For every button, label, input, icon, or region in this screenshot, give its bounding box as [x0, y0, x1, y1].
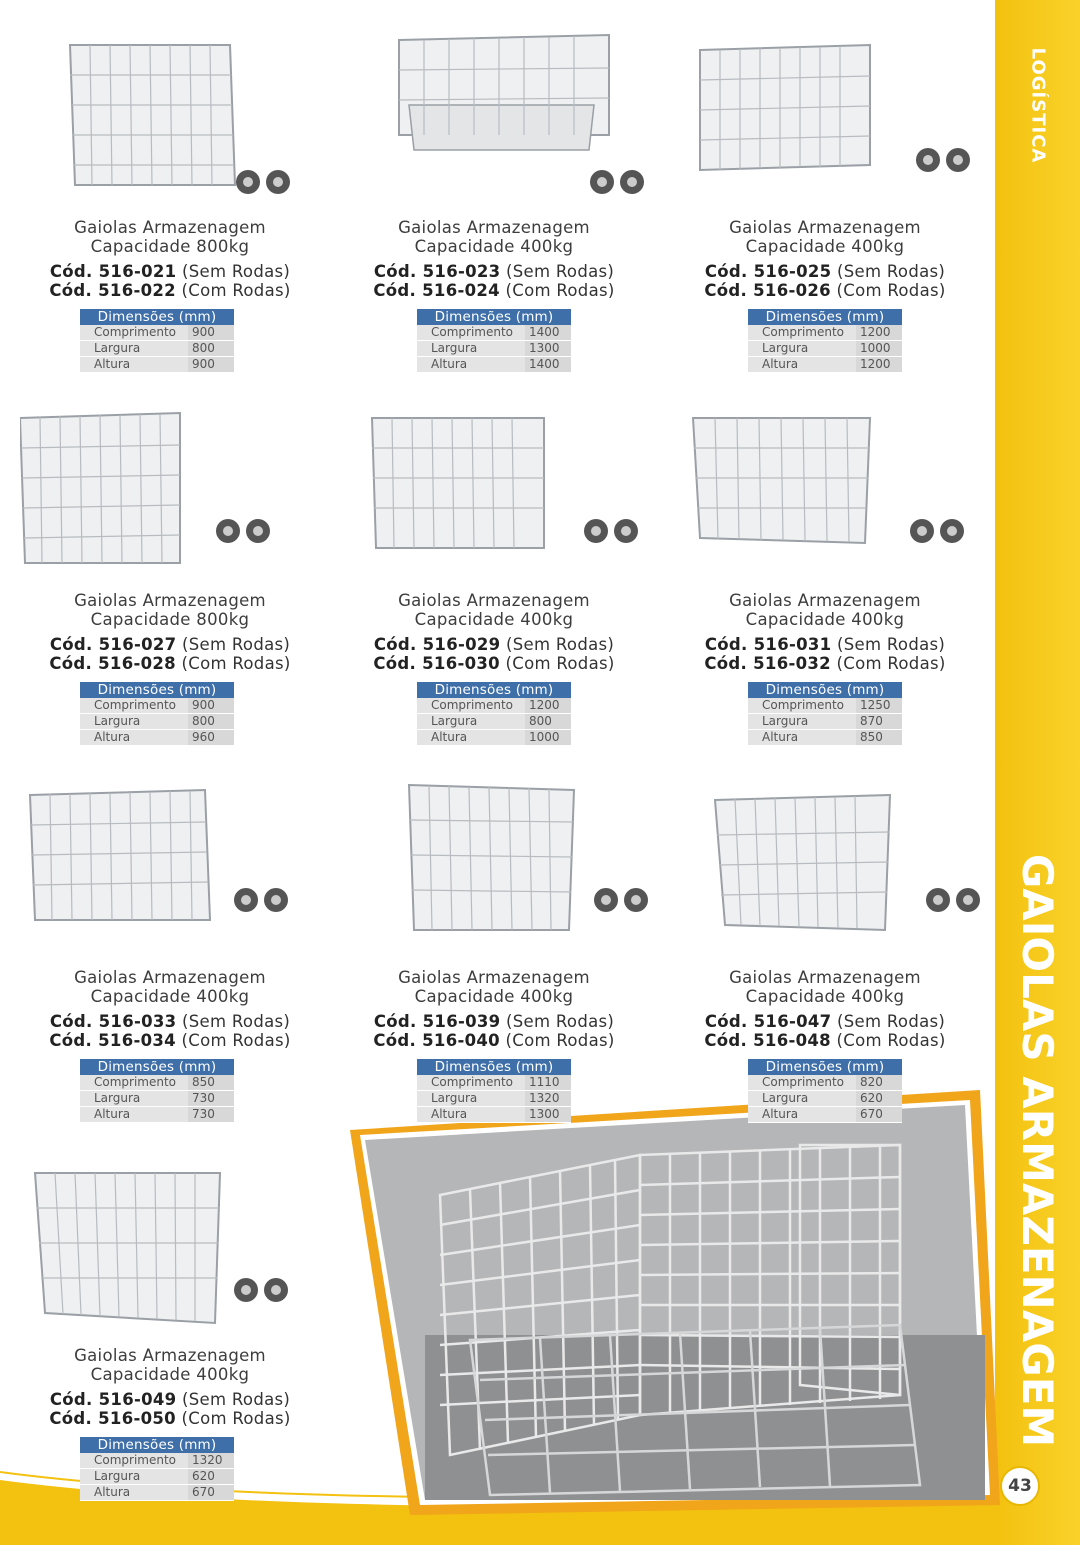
- product-name: Gaiolas Armazenagem: [729, 218, 921, 237]
- dim-value-width: 620: [188, 1469, 234, 1484]
- dim-value-length: 850: [188, 1075, 234, 1090]
- product-capacity: Capacidade 400kg: [90, 1365, 250, 1384]
- dim-label-width: Largura: [748, 341, 856, 356]
- dim-label-width: Largura: [748, 1091, 856, 1106]
- dim-value-width: 870: [856, 714, 902, 729]
- product-code-with-wheels: Cód. 516-040 (Com Rodas): [373, 1031, 615, 1050]
- dim-label-length: Comprimento: [80, 698, 188, 713]
- product-card: [20, 1138, 350, 1508]
- dimensions-table: [748, 1059, 902, 1123]
- product-name: Gaiolas Armazenagem: [729, 591, 921, 610]
- dimensions-header: Dimensões (mm): [80, 682, 234, 698]
- dim-label-width: Largura: [417, 714, 525, 729]
- dim-value-height: 670: [856, 1107, 902, 1122]
- cage-photo: [675, 10, 1005, 215]
- dim-value-height: 1400: [525, 357, 571, 372]
- dim-label-height: Altura: [748, 730, 856, 745]
- product-code-no-wheels: Cód. 516-021 (Sem Rodas): [49, 262, 291, 281]
- dimensions-table: [80, 309, 234, 373]
- dimensions-header: Dimensões (mm): [748, 682, 902, 698]
- dim-label-height: Altura: [80, 730, 188, 745]
- product-card: [344, 760, 674, 1130]
- dim-value-height: 1300: [525, 1107, 571, 1122]
- dim-value-width: 800: [525, 714, 571, 729]
- product-code-with-wheels: Cód. 516-030 (Com Rodas): [373, 654, 615, 673]
- product-code-no-wheels: Cód. 516-029 (Sem Rodas): [373, 635, 615, 654]
- product-code-with-wheels: Cód. 516-034 (Com Rodas): [49, 1031, 291, 1050]
- dim-value-width: 1300: [525, 341, 571, 356]
- dimensions-header: Dimensões (mm): [80, 1437, 234, 1453]
- page-number: 43: [1000, 1466, 1040, 1506]
- dimensions-header: Dimensões (mm): [80, 1059, 234, 1075]
- product-code-with-wheels: Cód. 516-026 (Com Rodas): [704, 281, 946, 300]
- dim-value-width: 1000: [856, 341, 902, 356]
- dim-label-width: Largura: [417, 1091, 525, 1106]
- product-name: Gaiolas Armazenagem: [398, 591, 590, 610]
- product-capacity: Capacidade 400kg: [745, 987, 905, 1006]
- product-card: [344, 383, 674, 753]
- product-card: [675, 10, 1005, 380]
- dim-label-length: Comprimento: [748, 1075, 856, 1090]
- large-cage-photo: [340, 1085, 1000, 1515]
- dimensions-table: [748, 309, 902, 373]
- dim-label-width: Largura: [80, 714, 188, 729]
- dimensions-header: Dimensões (mm): [80, 309, 234, 325]
- dim-value-width: 620: [856, 1091, 902, 1106]
- dimensions-header: Dimensões (mm): [748, 1059, 902, 1075]
- product-name: Gaiolas Armazenagem: [74, 218, 266, 237]
- dim-label-height: Altura: [80, 1107, 188, 1122]
- dim-value-length: 1400: [525, 325, 571, 340]
- dim-value-height: 850: [856, 730, 902, 745]
- dim-value-height: 900: [188, 357, 234, 372]
- dim-value-width: 730: [188, 1091, 234, 1106]
- dim-label-height: Altura: [748, 357, 856, 372]
- product-code-with-wheels: Cód. 516-028 (Com Rodas): [49, 654, 291, 673]
- dim-label-length: Comprimento: [80, 1075, 188, 1090]
- cage-photo: [20, 383, 350, 588]
- product-code-with-wheels: Cód. 516-050 (Com Rodas): [49, 1409, 291, 1428]
- dim-value-width: 1320: [525, 1091, 571, 1106]
- dim-value-width: 800: [188, 341, 234, 356]
- dim-value-width: 800: [188, 714, 234, 729]
- product-code-no-wheels: Cód. 516-049 (Sem Rodas): [49, 1390, 291, 1409]
- dim-value-length: 1200: [525, 698, 571, 713]
- product-name: Gaiolas Armazenagem: [729, 968, 921, 987]
- dim-value-height: 1000: [525, 730, 571, 745]
- product-capacity: Capacidade 800kg: [90, 610, 250, 629]
- dim-value-length: 1320: [188, 1453, 234, 1468]
- dim-value-height: 730: [188, 1107, 234, 1122]
- product-code-with-wheels: Cód. 516-048 (Com Rodas): [704, 1031, 946, 1050]
- dim-label-height: Altura: [80, 357, 188, 372]
- product-capacity: Capacidade 400kg: [90, 987, 250, 1006]
- dimensions-table: [417, 309, 571, 373]
- dimensions-header: Dimensões (mm): [417, 1059, 571, 1075]
- cage-photo: [675, 383, 1005, 588]
- product-code-no-wheels: Cód. 516-047 (Sem Rodas): [704, 1012, 946, 1031]
- product-capacity: Capacidade 400kg: [745, 237, 905, 256]
- product-code-with-wheels: Cód. 516-022 (Com Rodas): [49, 281, 291, 300]
- dim-value-length: 900: [188, 325, 234, 340]
- dim-value-height: 960: [188, 730, 234, 745]
- product-code-no-wheels: Cód. 516-039 (Sem Rodas): [373, 1012, 615, 1031]
- product-name: Gaiolas Armazenagem: [74, 591, 266, 610]
- product-code-no-wheels: Cód. 516-031 (Sem Rodas): [704, 635, 946, 654]
- product-code-with-wheels: Cód. 516-032 (Com Rodas): [704, 654, 946, 673]
- dimensions-table: [80, 682, 234, 746]
- dim-value-length: 1250: [856, 698, 902, 713]
- dim-label-width: Largura: [748, 714, 856, 729]
- dimensions-table: [417, 1059, 571, 1123]
- dim-value-length: 900: [188, 698, 234, 713]
- product-code-no-wheels: Cód. 516-027 (Sem Rodas): [49, 635, 291, 654]
- dim-value-length: 1200: [856, 325, 902, 340]
- dimensions-table: [748, 682, 902, 746]
- product-code-no-wheels: Cód. 516-025 (Sem Rodas): [704, 262, 946, 281]
- cage-photo: [344, 760, 674, 965]
- dim-label-width: Largura: [80, 341, 188, 356]
- product-name: Gaiolas Armazenagem: [74, 1346, 266, 1365]
- dim-label-length: Comprimento: [417, 1075, 525, 1090]
- product-card: [20, 760, 350, 1130]
- cage-photo: [20, 1138, 350, 1343]
- section-label: LOGÍSTICA: [1027, 47, 1048, 163]
- dim-label-length: Comprimento: [80, 1453, 188, 1468]
- product-card: [20, 10, 350, 380]
- product-card: [344, 10, 674, 380]
- dim-label-width: Largura: [80, 1091, 188, 1106]
- product-capacity: Capacidade 400kg: [414, 237, 574, 256]
- dim-label-length: Comprimento: [748, 698, 856, 713]
- dim-label-length: Comprimento: [417, 325, 525, 340]
- dim-label-height: Altura: [748, 1107, 856, 1122]
- dim-value-height: 1200: [856, 357, 902, 372]
- dim-label-height: Altura: [417, 730, 525, 745]
- product-card: [20, 383, 350, 753]
- cage-photo: [675, 760, 1005, 965]
- product-capacity: Capacidade 400kg: [414, 987, 574, 1006]
- cage-photo: [20, 760, 350, 965]
- page-title: GAIOLAS ARMAZENAGEM: [1013, 853, 1063, 1447]
- dimensions-header: Dimensões (mm): [417, 682, 571, 698]
- cage-photo: [344, 383, 674, 588]
- product-capacity: Capacidade 800kg: [90, 237, 250, 256]
- product-card: [675, 760, 1005, 1130]
- product-capacity: Capacidade 400kg: [414, 610, 574, 629]
- dimensions-table: [80, 1437, 234, 1501]
- dim-label-height: Altura: [80, 1485, 188, 1500]
- product-card: [675, 383, 1005, 753]
- dim-label-length: Comprimento: [417, 698, 525, 713]
- dim-label-height: Altura: [417, 357, 525, 372]
- dim-label-length: Comprimento: [748, 325, 856, 340]
- dimensions-header: Dimensões (mm): [417, 309, 571, 325]
- dim-label-width: Largura: [417, 341, 525, 356]
- dim-value-height: 670: [188, 1485, 234, 1500]
- product-name: Gaiolas Armazenagem: [398, 968, 590, 987]
- cage-photo: [20, 10, 350, 215]
- dimensions-table: [80, 1059, 234, 1123]
- dim-value-length: 820: [856, 1075, 902, 1090]
- product-code-no-wheels: Cód. 516-033 (Sem Rodas): [49, 1012, 291, 1031]
- dim-label-height: Altura: [417, 1107, 525, 1122]
- product-capacity: Capacidade 400kg: [745, 610, 905, 629]
- dim-label-width: Largura: [80, 1469, 188, 1484]
- cage-photo: [344, 10, 674, 215]
- dimensions-header: Dimensões (mm): [748, 309, 902, 325]
- product-code-with-wheels: Cód. 516-024 (Com Rodas): [373, 281, 615, 300]
- dimensions-table: [417, 682, 571, 746]
- product-name: Gaiolas Armazenagem: [74, 968, 266, 987]
- sidebar: [995, 0, 1080, 1545]
- product-name: Gaiolas Armazenagem: [398, 218, 590, 237]
- dim-value-length: 1110: [525, 1075, 571, 1090]
- product-code-no-wheels: Cód. 516-023 (Sem Rodas): [373, 262, 615, 281]
- dim-label-length: Comprimento: [80, 325, 188, 340]
